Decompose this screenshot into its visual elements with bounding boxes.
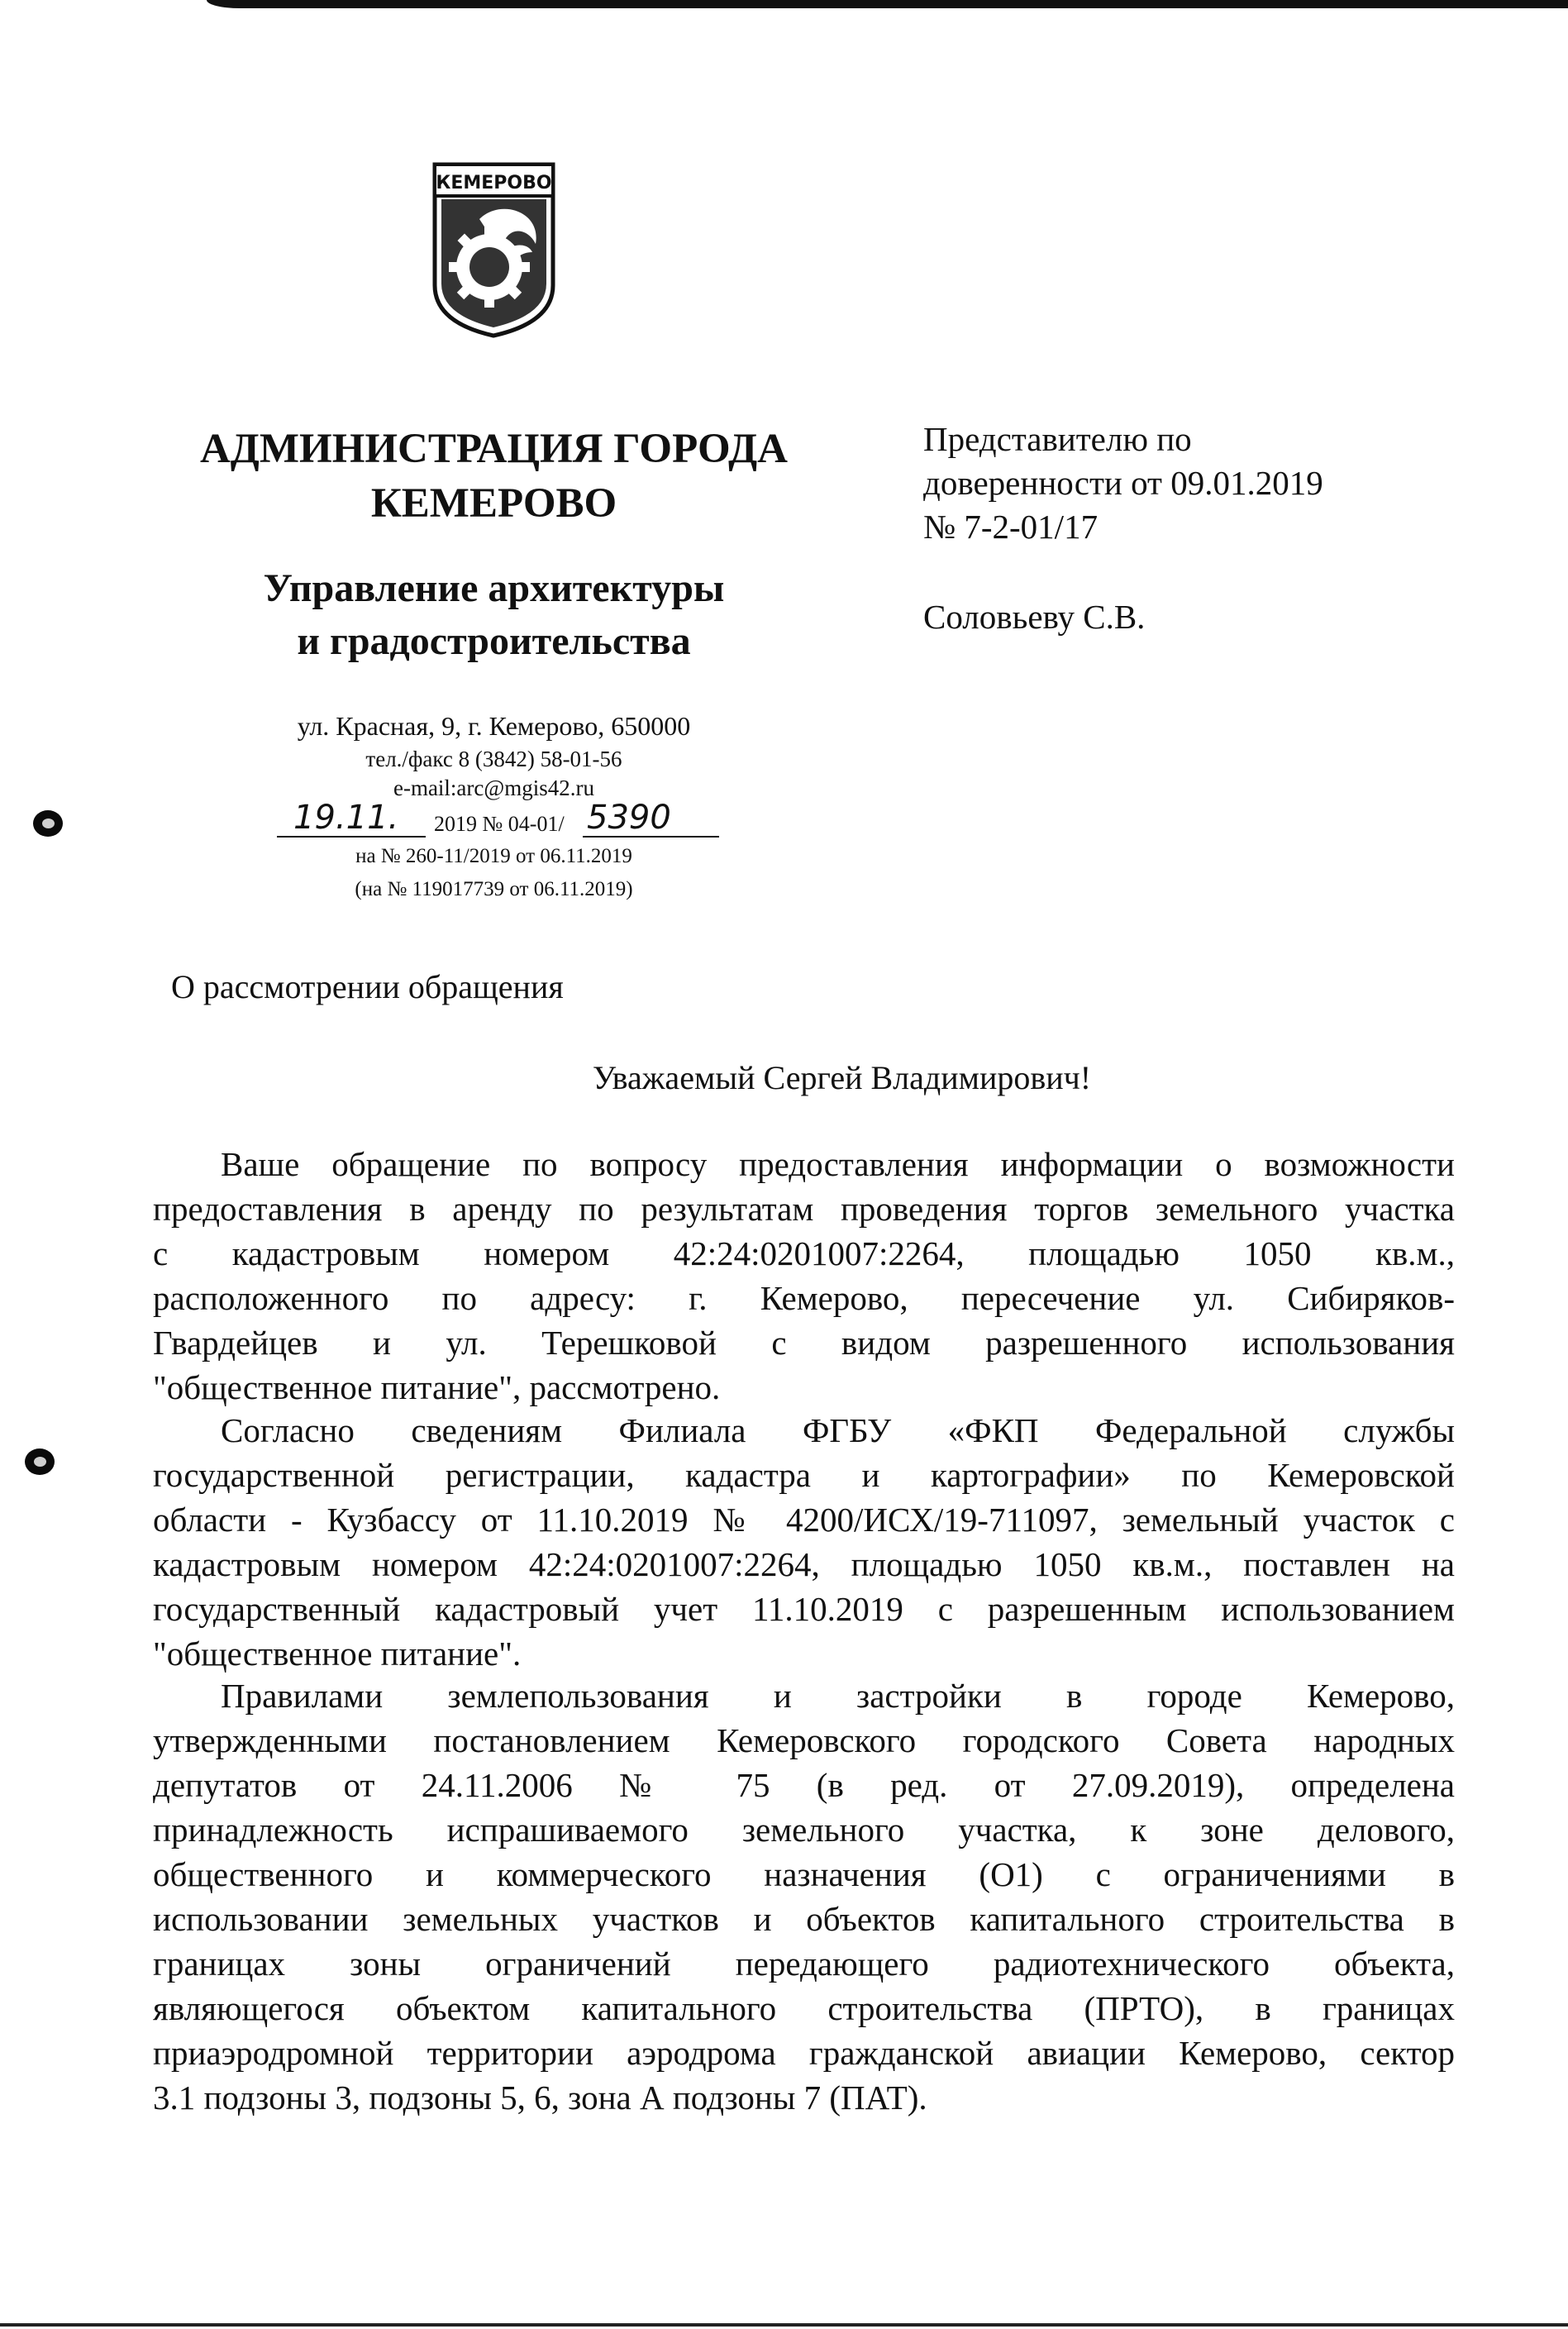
- reference-line-1: на № 260-11/2019 от 06.11.2019: [355, 845, 632, 867]
- letter-salutation: Уважаемый Сергей Владимирович!: [592, 1059, 1092, 1096]
- handwritten-date: 19.11.: [293, 799, 399, 837]
- recipient-line-2: доверенности от 09.01.2019: [923, 464, 1323, 502]
- department-title: [141, 562, 847, 668]
- paragraph-line: утвержденными постановлением Кемеровского городского Совета народных: [153, 1721, 1455, 1759]
- scan-bottom-edge: [0, 2323, 1568, 2327]
- punch-hole-lower: [25, 1448, 55, 1475]
- paragraph-line: являющегося объектом капитального строительства (ПРТО), в границах: [153, 1989, 1455, 2027]
- paragraph-line: Ваше обращение по вопросу предоставления информации о возможности: [221, 1145, 1455, 1183]
- registration-text: 2019 № 04-01/: [434, 812, 565, 836]
- paragraph-line: депутатов от 24.11.2006 № 75 (в ред. от 27.09.2019), определена: [153, 1766, 1455, 1804]
- paragraph-line: Гвардейцев и ул. Терешковой с видом разрешенного использования: [153, 1324, 1455, 1362]
- number-underline: [583, 836, 719, 838]
- paragraph-3: [153, 1673, 1455, 2120]
- dept-line-1: Управление архитектуры: [263, 566, 725, 610]
- recipient-line-3: № 7-2-01/17: [923, 508, 1099, 546]
- phone-line: тел./факс 8 (3842) 58-01-56: [365, 747, 622, 771]
- paragraph-line: использовании земельных участков и объектов капитального строительства в: [153, 1900, 1455, 1938]
- handwritten-number: 5390: [587, 799, 671, 837]
- paragraph-line: приаэродромной территории аэродрома гражданской авиации Кемерово, сектор: [153, 2034, 1455, 2072]
- paragraph-line: расположенного по адресу: г. Кемерово, пересечение ул. Сибиряков-: [153, 1279, 1455, 1317]
- scan-top-edge: [207, 0, 1568, 8]
- email-line: e-mail:arc@mgis42.ru: [393, 776, 595, 800]
- letter-subject: О рассмотрении обращения: [171, 968, 564, 1005]
- org-line-2: КЕМЕРОВО: [370, 480, 617, 527]
- kemerovo-coat-of-arms-icon: [430, 161, 558, 339]
- registration-line: [277, 799, 719, 838]
- paragraph-line: "общественное питание", рассмотрено.: [153, 1368, 721, 1406]
- paragraph-1: [153, 1142, 1455, 1410]
- dept-line-2: и градостроительства: [297, 619, 691, 663]
- paragraph-line: с кадастровым номером 42:24:0201007:2264, площадью 1050 кв.м.,: [153, 1234, 1455, 1272]
- emblem-label: КЕМЕРОВО: [436, 173, 552, 193]
- punch-hole-upper: [33, 810, 63, 837]
- paragraph-line: предоставления в аренду по результатам проведения торгов земельного участка: [153, 1190, 1455, 1228]
- org-line-1: АДМИНИСТРАЦИЯ ГОРОДА: [199, 426, 789, 472]
- paragraph-line: границах зоны ограничений передающего радиотехнического объекта,: [153, 1945, 1455, 1983]
- recipient-line-1: Представителю по: [923, 420, 1192, 458]
- date-underline: [277, 836, 426, 838]
- paragraph-line: Согласно сведениям Филиала ФГБУ «ФКП Федеральной службы: [221, 1411, 1455, 1449]
- paragraph-line: 3.1 подзоны 3, подзоны 5, 6, зона А подзоны 7 (ПАТ).: [153, 2078, 927, 2117]
- paragraph-line: принадлежность испрашиваемого земельного участка, к зоне делового,: [153, 1811, 1455, 1849]
- paragraph-line: государственной регистрации, кадастра и картографии» по Кемеровской: [153, 1456, 1455, 1494]
- address-line: ул. Красная, 9, г. Кемерово, 650000: [297, 711, 691, 741]
- paragraph-line: области - Кузбассу от 11.10.2019 № 4200/ИСХ/19-711097, земельный участок с: [153, 1501, 1455, 1539]
- paragraph-line: кадастровым номером 42:24:0201007:2264, площадью 1050 кв.м., поставлен на: [153, 1545, 1455, 1583]
- paragraph-line: Правилами землепользования и застройки в городе Кемерово,: [221, 1677, 1455, 1715]
- paragraph-line: государственный кадастровый учет 11.10.2019 с разрешенным использованием: [153, 1590, 1455, 1628]
- recipient-block: [923, 418, 1323, 549]
- reference-line-2: (на № 119017739 от 06.11.2019): [355, 878, 633, 900]
- paragraph-2: [153, 1408, 1455, 1676]
- paragraph-line: "общественное питание".: [153, 1635, 522, 1673]
- paragraph-line: общественного и коммерческого назначения (О1) с ограничениями в: [153, 1855, 1455, 1893]
- organization-title: [141, 422, 847, 531]
- recipient-name: Соловьеву С.В.: [923, 598, 1146, 636]
